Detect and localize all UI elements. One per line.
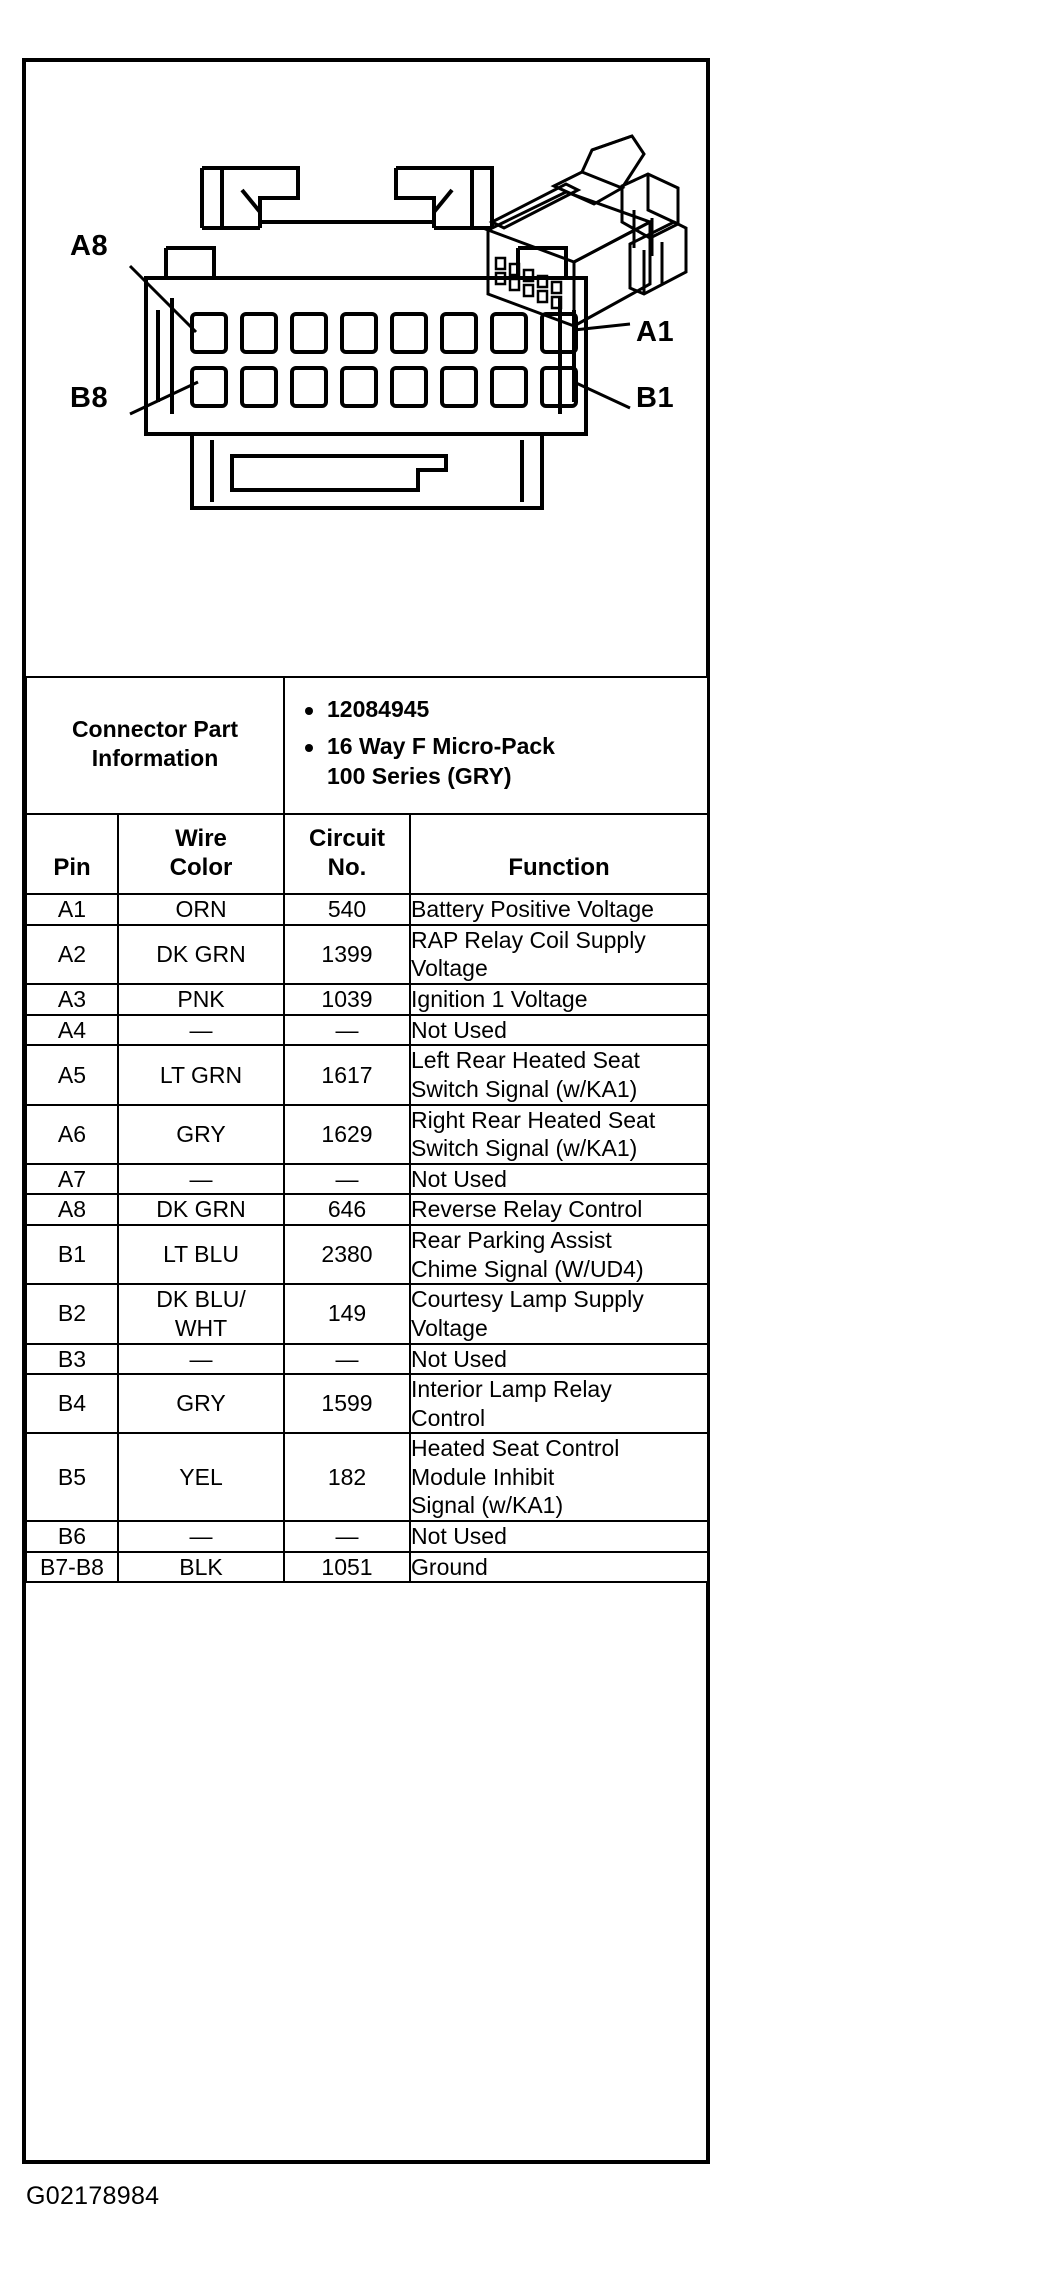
- cavity-row-b: [192, 368, 576, 406]
- cell-function: [410, 925, 708, 984]
- cell-function: [410, 1164, 708, 1195]
- cell-wire-color: GRY: [118, 1374, 284, 1433]
- cell-pin: A1: [26, 894, 118, 925]
- function-line1: Heated Seat Control: [411, 1435, 620, 1462]
- connector-bottom-shroud: [192, 434, 542, 508]
- cell-pin: A6: [26, 1105, 118, 1164]
- cell-function: [410, 1552, 708, 1583]
- cell-wire-color: [118, 1284, 284, 1344]
- table-row: [26, 1105, 708, 1164]
- header-circuit-no: [284, 814, 410, 895]
- cell-pin: B6: [26, 1521, 118, 1552]
- cpi-description-line2: 100 Series (GRY): [327, 762, 512, 789]
- cell-circuit-no: 540: [284, 894, 410, 925]
- function-line1: Not Used: [411, 1016, 507, 1043]
- function-line1: Left Rear Heated Seat: [411, 1047, 640, 1074]
- cell-pin: A3: [26, 984, 118, 1015]
- table-row: [26, 1225, 708, 1284]
- cell-circuit-no: —: [284, 1344, 410, 1375]
- cell-circuit-no: 1599: [284, 1374, 410, 1433]
- table-row: [26, 1284, 708, 1344]
- function-line1: Rear Parking Assist: [411, 1227, 612, 1254]
- table-row: [26, 894, 708, 925]
- figure-id-caption: G02178984: [26, 2182, 160, 2210]
- cell-function: [410, 1015, 708, 1046]
- cpi-description-line1: 16 Way F Micro-Pack: [327, 732, 555, 759]
- function-line1: Battery Positive Voltage: [411, 896, 654, 923]
- cell-pin: B4: [26, 1374, 118, 1433]
- callout-label-b8: B8: [70, 382, 109, 414]
- function-line1: Courtesy Lamp Supply: [411, 1286, 644, 1313]
- cell-pin: B7-B8: [26, 1552, 118, 1583]
- cell-wire-color: DK GRN: [118, 925, 284, 984]
- connector-pinout-table: [25, 676, 709, 1583]
- cell-pin: B2: [26, 1284, 118, 1344]
- table-row: [26, 1164, 708, 1195]
- cell-function: [410, 984, 708, 1015]
- connector-diagram: [26, 62, 706, 678]
- cell-circuit-no: 1399: [284, 925, 410, 984]
- table-row: [26, 1374, 708, 1433]
- table-row: [26, 1552, 708, 1583]
- function-line2: Switch Signal (w/KA1): [411, 1135, 638, 1162]
- cell-circuit-no: 1629: [284, 1105, 410, 1164]
- cpi-bullet-description: [299, 732, 697, 792]
- table-row: [26, 1015, 708, 1046]
- table-row: [26, 1344, 708, 1375]
- cell-wire-color: DK GRN: [118, 1194, 284, 1225]
- callout-label-a8: A8: [70, 230, 109, 262]
- leader-b8: [130, 382, 198, 414]
- leader-a8: [130, 266, 196, 332]
- cell-function: [410, 1194, 708, 1225]
- cell-circuit-no: 1051: [284, 1552, 410, 1583]
- function-line1: Not Used: [411, 1523, 507, 1550]
- function-line2: Voltage: [411, 1314, 488, 1341]
- cell-circuit-no: —: [284, 1521, 410, 1552]
- cell-wire-color: LT GRN: [118, 1045, 284, 1104]
- cpi-part-number: 12084945: [327, 696, 430, 722]
- cell-pin: B1: [26, 1225, 118, 1284]
- header-wire-line2: Color: [169, 853, 233, 881]
- connector-part-information-row: [26, 677, 708, 814]
- cell-function: [410, 1225, 708, 1284]
- cell-pin: A8: [26, 1194, 118, 1225]
- cell-wire-color: ORN: [118, 894, 284, 925]
- cell-wire-color: BLK: [118, 1552, 284, 1583]
- connector-part-information-values: [284, 677, 708, 814]
- function-line1: Right Rear Heated Seat: [411, 1106, 656, 1133]
- cell-function: [410, 1433, 708, 1521]
- function-line3: Signal (w/KA1): [411, 1492, 564, 1519]
- cell-wire-color: PNK: [118, 984, 284, 1015]
- function-line2: Switch Signal (w/KA1): [411, 1076, 638, 1102]
- cell-wire-color: —: [118, 1521, 284, 1552]
- cell-circuit-no: —: [284, 1015, 410, 1046]
- cell-circuit-no: 2380: [284, 1225, 410, 1284]
- cell-function: [410, 1374, 708, 1433]
- function-line2: Control: [411, 1404, 486, 1431]
- table-row: [26, 1433, 708, 1521]
- table-row: [26, 984, 708, 1015]
- cell-circuit-no: 149: [284, 1284, 410, 1344]
- cell-pin: B5: [26, 1433, 118, 1521]
- cell-function: [410, 894, 708, 925]
- cell-function: [410, 1521, 708, 1552]
- function-line1: Interior Lamp Relay: [411, 1376, 612, 1403]
- cell-pin: B3: [26, 1344, 118, 1375]
- cell-circuit-no: 1039: [284, 984, 410, 1015]
- wire-color-line2: WHT: [174, 1314, 228, 1341]
- cpi-label-line1: Connector Part: [71, 715, 239, 742]
- cell-pin: A2: [26, 925, 118, 984]
- header-circuit-line1: Circuit: [309, 824, 386, 852]
- callout-leader-lines: [130, 266, 630, 414]
- table-row: [26, 1194, 708, 1225]
- leader-b1: [574, 382, 630, 408]
- cell-function: [410, 1344, 708, 1375]
- function-line1: RAP Relay Coil Supply: [411, 926, 646, 953]
- cell-wire-color: —: [118, 1344, 284, 1375]
- function-line1: Not Used: [411, 1165, 507, 1192]
- cpi-label-line2: Information: [91, 745, 219, 772]
- cell-circuit-no: 646: [284, 1194, 410, 1225]
- table-row: [26, 1521, 708, 1552]
- header-function: Function: [410, 814, 708, 895]
- cell-circuit-no: 1617: [284, 1045, 410, 1104]
- header-wire-color: [118, 814, 284, 895]
- cpi-bullet-list: [299, 695, 697, 792]
- cell-function: [410, 1105, 708, 1164]
- connector-part-information-label: [26, 677, 284, 814]
- function-line1: Ground: [411, 1553, 488, 1580]
- cell-wire-color: —: [118, 1015, 284, 1046]
- cell-wire-color: —: [118, 1164, 284, 1195]
- header-pin: Pin: [26, 814, 118, 895]
- figure-frame: [22, 58, 710, 2164]
- cell-pin: A7: [26, 1164, 118, 1195]
- cell-wire-color: GRY: [118, 1105, 284, 1164]
- table-header-row: [26, 814, 708, 895]
- cell-wire-color: LT BLU: [118, 1225, 284, 1284]
- table-row: [26, 1045, 708, 1104]
- cavity-row-a: [192, 314, 576, 352]
- header-circuit-line2: No.: [327, 853, 367, 881]
- cell-circuit-no: —: [284, 1164, 410, 1195]
- function-line2: Module Inhibit: [411, 1463, 555, 1490]
- cpi-bullet-part-number: [299, 695, 697, 725]
- callout-label-a1: A1: [636, 316, 675, 348]
- cell-function: [410, 1284, 708, 1344]
- function-line2: Voltage: [411, 955, 488, 982]
- cell-pin: A5: [26, 1045, 118, 1104]
- cell-function: [410, 1045, 708, 1104]
- function-line1: Ignition 1 Voltage: [411, 986, 588, 1013]
- cell-circuit-no: 182: [284, 1433, 410, 1521]
- leader-a1: [574, 324, 630, 330]
- connector-face-drawing: [26, 62, 706, 678]
- cell-pin: A4: [26, 1015, 118, 1046]
- callout-label-b1: B1: [636, 382, 675, 414]
- connector-upper-latch: [202, 168, 492, 228]
- function-line1: Not Used: [411, 1345, 507, 1372]
- function-line1: Reverse Relay Control: [411, 1196, 643, 1223]
- table-row: [26, 925, 708, 984]
- wire-color-line1: DK BLU/: [156, 1286, 246, 1313]
- function-line2: Chime Signal (W/UD4): [411, 1255, 644, 1282]
- cell-wire-color: YEL: [118, 1433, 284, 1521]
- header-wire-line1: Wire: [175, 824, 227, 852]
